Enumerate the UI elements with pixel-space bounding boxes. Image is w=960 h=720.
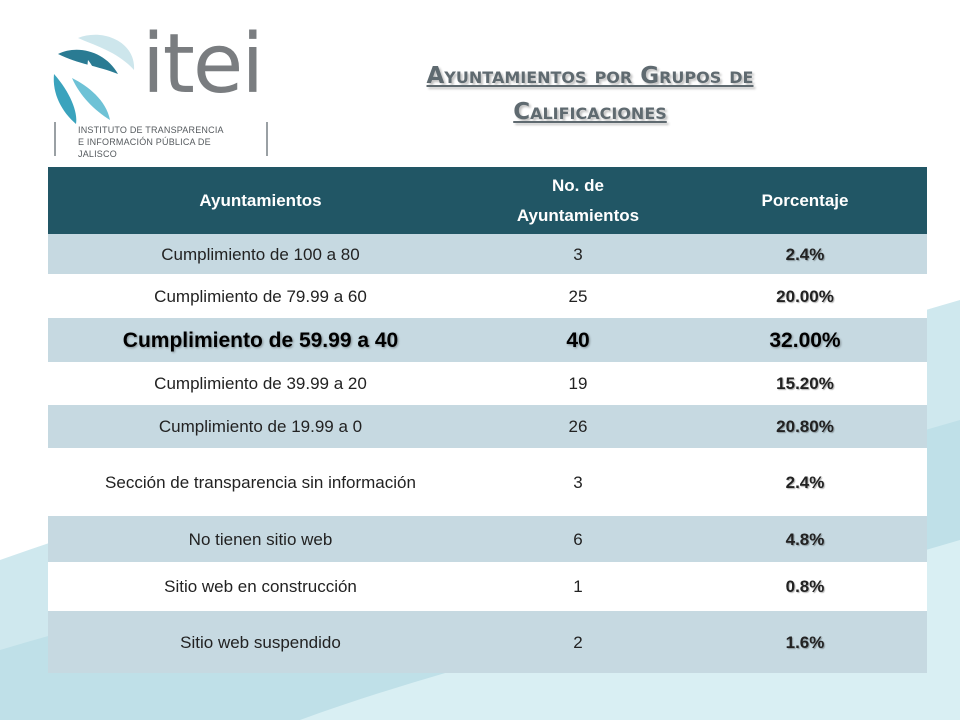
cell-group: Sitio web suspendido	[48, 611, 473, 673]
table-row	[48, 448, 927, 516]
table-row	[48, 274, 927, 318]
table-row-highlighted	[48, 318, 927, 362]
cell-percent: 0.8%	[683, 562, 927, 611]
cell-group: Cumplimiento de 39.99 a 20	[48, 362, 473, 405]
table-row	[48, 562, 927, 611]
cell-group: Cumplimiento de 19.99 a 0	[48, 405, 473, 448]
cell-count: 3	[473, 448, 683, 516]
logo-swirl-icon	[48, 30, 144, 126]
cell-count: 6	[473, 516, 683, 562]
ayuntamientos-table	[48, 167, 927, 673]
cell-group: Cumplimiento de 59.99 a 40	[48, 318, 473, 362]
table-row	[48, 405, 927, 448]
title-line2: Calificaciones	[513, 99, 667, 125]
cell-group: Cumplimiento de 79.99 a 60	[48, 274, 473, 318]
column-header-count: No. de Ayuntamientos	[473, 167, 683, 234]
cell-group: Cumplimiento de 100 a 80	[48, 234, 473, 274]
cell-count: 26	[473, 405, 683, 448]
column-header-ayuntamientos: Ayuntamientos	[48, 167, 473, 234]
cell-group: Sección de transparencia sin información	[48, 448, 473, 516]
table-row	[48, 611, 927, 673]
page-title	[300, 58, 880, 130]
cell-percent: 20.80%	[683, 405, 927, 448]
cell-group: No tienen sitio web	[48, 516, 473, 562]
cell-group: Sitio web en construcción	[48, 562, 473, 611]
cell-count: 19	[473, 362, 683, 405]
itei-logo	[48, 17, 268, 160]
cell-percent: 15.20%	[683, 362, 927, 405]
cell-percent: 20.00%	[683, 274, 927, 318]
cell-count: 3	[473, 234, 683, 274]
table-header-row	[48, 167, 927, 234]
cell-count: 1	[473, 562, 683, 611]
cell-count: 2	[473, 611, 683, 673]
cell-count: 25	[473, 274, 683, 318]
table-row	[48, 516, 927, 562]
cell-count: 40	[473, 318, 683, 362]
table-row	[48, 234, 927, 274]
column-header-percent: Porcentaje	[683, 167, 927, 234]
title-line1: Ayuntamientos por Grupos de	[426, 63, 754, 89]
cell-percent: 32.00%	[683, 318, 927, 362]
cell-percent: 1.6%	[683, 611, 927, 673]
table-row	[48, 362, 927, 405]
logo-org-line1: INSTITUTO DE TRANSPARENCIA	[78, 125, 224, 135]
logo-org-name	[54, 122, 268, 159]
cell-percent: 2.4%	[683, 234, 927, 274]
cell-percent: 4.8%	[683, 516, 927, 562]
cell-percent: 2.4%	[683, 448, 927, 516]
logo-org-line2: E INFORMACIÓN PÚBLICA DE JALISCO	[78, 137, 211, 159]
logo-wordmark: itei	[142, 17, 263, 112]
